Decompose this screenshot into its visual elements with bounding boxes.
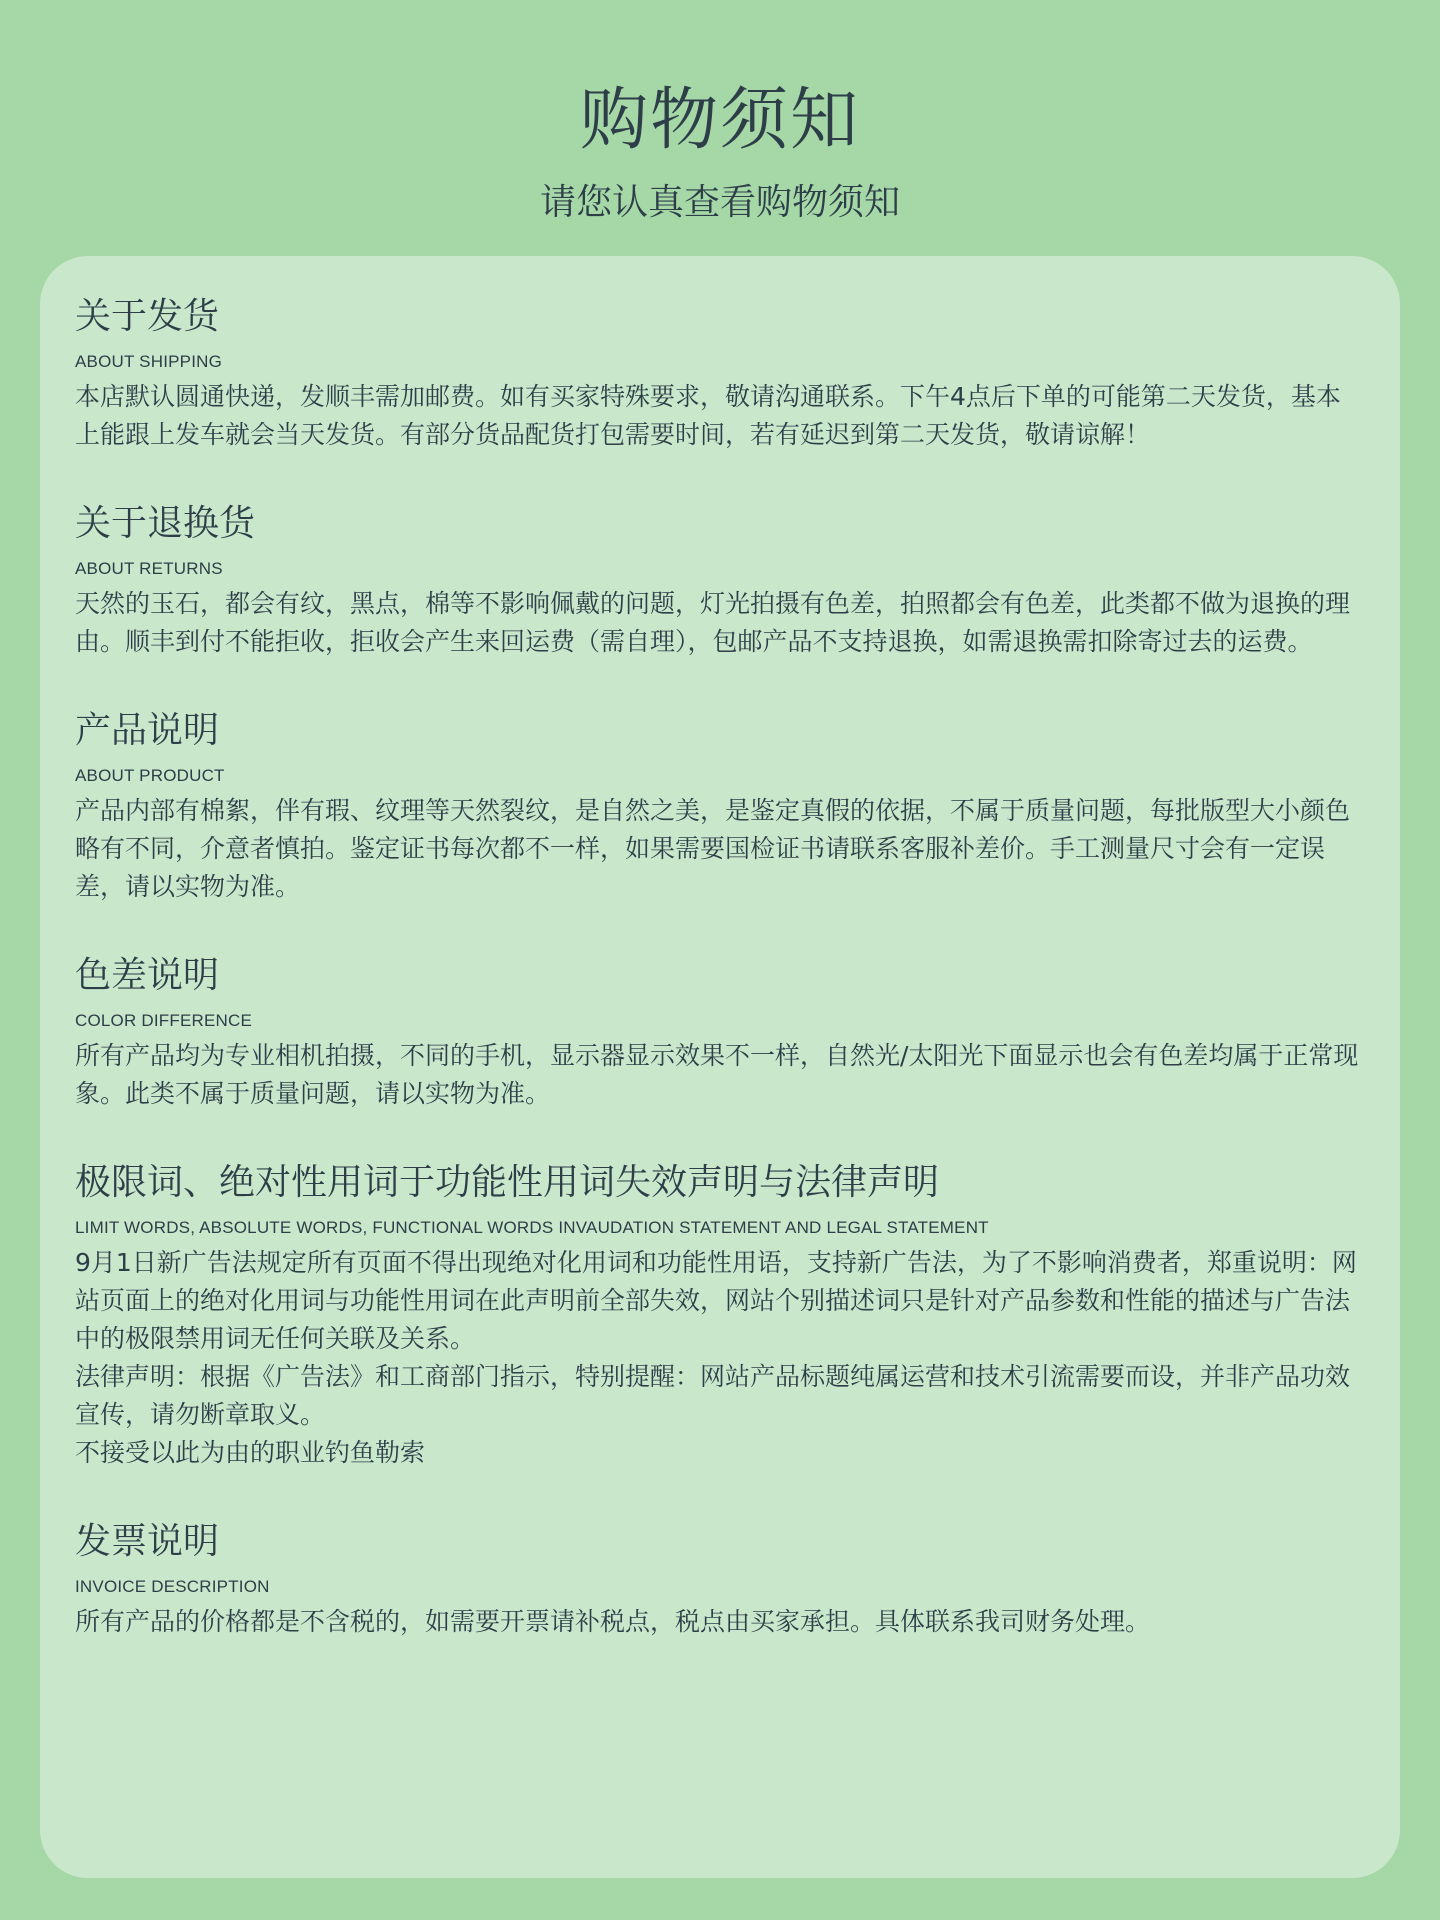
section-paragraph: 9月1日新广告法规定所有页面不得出现绝对化用词和功能性用语，支持新广告法，为了不影响消费者，郑重说明：网站页面上的绝对化用词与功能性用词在此声明前全部失效，网站个别描述词只是针对产品参数和性能的描述与广告法中的极限禁用词无任何关联及关系。 xyxy=(75,1248,1357,1353)
section-body xyxy=(75,1037,1365,1113)
section-subtitle: INVOICE DESCRIPTION xyxy=(75,1577,270,1596)
page-subtitle: 请您认真查看购物须知 xyxy=(539,182,900,223)
section-title: 色差说明 xyxy=(75,955,220,996)
section-body xyxy=(75,1603,1365,1641)
section-paragraph: 法律声明：根据《广告法》和工商部门指示，特别提醒：网站产品标题纯属运营和技术引流需要而设，并非产品功效宣传，请勿断章取义。 xyxy=(75,1362,1351,1429)
section-body xyxy=(75,378,1365,454)
section-paragraph: 天然的玉石，都会有纹，黑点，棉等不影响佩戴的问题，灯光拍摄有色差，拍照都会有色差，此类都不做为退换的理由。顺丰到付不能拒收，拒收会产生来回运费（需自理），包邮产品不支持退换，如需退换需扣除寄过去的运费。 xyxy=(75,589,1351,656)
section-subtitle: ABOUT PRODUCT xyxy=(75,766,225,785)
section-subtitle: COLOR DIFFERENCE xyxy=(75,1011,252,1030)
section-body xyxy=(75,1244,1365,1472)
section-returns xyxy=(75,499,1365,661)
section-subtitle: ABOUT RETURNS xyxy=(75,559,223,578)
section-title: 极限词、绝对性用词于功能性用词失效声明与法律声明 xyxy=(75,1162,940,1203)
section-subtitle: LIMIT WORDS, ABSOLUTE WORDS, FUNCTIONAL WORDS INVAUDATION STATEMENT AND LEGAL STATEMENT xyxy=(75,1218,989,1237)
section-title: 发票说明 xyxy=(75,1521,220,1562)
section-invoice xyxy=(75,1517,1365,1641)
section-title: 产品说明 xyxy=(75,710,220,751)
section-title: 关于发货 xyxy=(75,296,220,337)
notice-card xyxy=(40,256,1400,1878)
section-paragraph: 不接受以此为由的职业钓鱼勒索 xyxy=(75,1438,426,1467)
section-color-difference xyxy=(75,951,1365,1113)
section-body xyxy=(75,792,1365,906)
section-paragraph: 本店默认圆通快递，发顺丰需加邮费。如有买家特殊要求，敬请沟通联系。下午4点后下单的可能第二天发货，基本上能跟上发车就会当天发货。有部分货品配货打包需要时间，若有延迟到第二天发货，敬请谅解！ xyxy=(75,382,1341,449)
section-paragraph: 所有产品均为专业相机拍摄，不同的手机，显示器显示效果不一样，自然光/太阳光下面显示也会有色差均属于正常现象。此类不属于质量问题，请以实物为准。 xyxy=(75,1041,1359,1108)
page-header xyxy=(0,0,1440,256)
section-shipping xyxy=(75,292,1365,454)
section-legal-statement xyxy=(75,1158,1365,1472)
section-product xyxy=(75,706,1365,906)
section-paragraph: 产品内部有棉絮，伴有瑕、纹理等天然裂纹，是自然之美，是鉴定真假的依据，不属于质量问题，每批版型大小颜色略有不同，介意者慎拍。鉴定证书每次都不一样，如果需要国检证书请联系客服补差价。手工测量尺寸会有一定误差，请以实物为准。 xyxy=(75,796,1351,901)
section-title: 关于退换货 xyxy=(75,503,256,544)
section-paragraph: 所有产品的价格都是不含税的，如需要开票请补税点，税点由买家承担。具体联系我司财务处理。 xyxy=(75,1607,1151,1636)
page-title: 购物须知 xyxy=(579,81,860,160)
section-subtitle: ABOUT SHIPPING xyxy=(75,352,223,371)
section-body xyxy=(75,585,1365,661)
